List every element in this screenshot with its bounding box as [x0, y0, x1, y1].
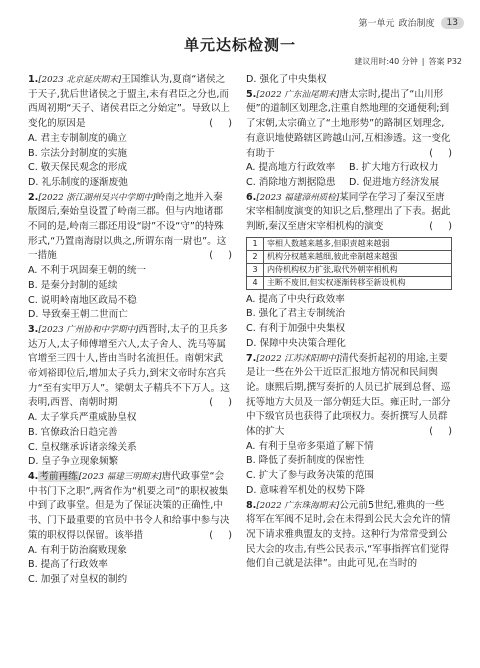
answer-blank[interactable]: ( ): [209, 118, 232, 130]
table-row: [247, 263, 452, 276]
question-source: [2022 广东汕尾期末]: [256, 89, 340, 100]
option-b[interactable]: B. 官僚政治日趋完善: [28, 426, 118, 438]
table-cell-index: 2: [247, 250, 264, 263]
time-hint: 建议用时:40 分钟: [354, 57, 418, 66]
option-a[interactable]: A. 有利于防治腐败现象: [28, 544, 127, 556]
table-cell-text: 宰相人数越来越多,但职责越来越弱: [264, 237, 452, 250]
option-c[interactable]: C. 消除地方割据隐患: [246, 176, 336, 188]
option-row: [246, 161, 452, 176]
option-d[interactable]: D. 强化了中央集权: [246, 74, 327, 85]
option-d[interactable]: D. 保障中央决策合理化: [246, 337, 346, 349]
unit-label: 第一单元: [358, 19, 395, 29]
option-d[interactable]: D. 意味着军机处的权势下降: [246, 484, 366, 496]
option-a[interactable]: A. 太子掌兵严重威胁皇权: [28, 412, 137, 424]
option-c[interactable]: C. 皇权继承诉诸亲缘关系: [28, 441, 137, 453]
question-source: [2022 浙江湖州吴兴中学期中]: [38, 192, 156, 203]
question-7: [246, 352, 452, 499]
option-b[interactable]: B. 宗法分封制度的实施: [28, 147, 128, 159]
answer-blank[interactable]: ( ): [209, 529, 232, 541]
option-a[interactable]: A. 不利于巩固秦王朝的统一: [28, 265, 147, 277]
question-stem: 6.[2023 福建漳州质检]某同学在学习了秦汉至唐宋宰相制度演变的知识之后,整理出了下表。据此判断,秦汉至唐宋宰相机构的演变 ( ): [246, 191, 452, 235]
question-1: [28, 73, 232, 191]
option-d[interactable]: D. 促进地方经济发展: [349, 176, 440, 188]
right-column: [246, 73, 452, 572]
table-row: [247, 237, 452, 250]
question-source: [2023 福建三明期末]: [78, 471, 162, 482]
option-b[interactable]: B. 提高了行政效率: [28, 559, 108, 571]
question-5: [246, 88, 452, 191]
table-cell-index: 4: [247, 276, 264, 289]
left-column: [28, 73, 232, 588]
question-stem: 4.考前再练[2023 福建三明期末]唐代政事堂“会中书门下之职”,两省作为“机要之司”的职权被集中到了政事堂。但是为了保证决策的正确性,中书、门下最重要的官员中书令人和给事中参与决策的职权得以保留。该举措 ( ): [28, 470, 232, 544]
option-b[interactable]: B. 是秦分封制的延续: [28, 279, 118, 291]
answer-blank[interactable]: ( ): [209, 250, 232, 262]
option-a[interactable]: A. 有利于皇帝多渠道了解下情: [246, 440, 374, 452]
table-cell-index: 3: [247, 263, 264, 276]
question-stem: 5.[2022 广东汕尾期末]唐太宗时,提出了“山川形便”的道制区划理念,注重自然地理的交通便利;到了宋朝,太宗确立了“土地形势”的路制区划理念,有意识地使路辖区跨越山河,互相渗透。这一变化有助于 ( ): [246, 88, 452, 162]
table-cell-text: 机构分权越来越细,彼此牵制越来越强: [264, 250, 452, 263]
option-c[interactable]: C. 扩大了参与政务决策的范围: [246, 470, 374, 482]
answer-blank[interactable]: ( ): [429, 147, 452, 159]
answer-blank[interactable]: ( ): [429, 221, 452, 233]
option-a[interactable]: A. 提高地方行政效率: [246, 162, 336, 174]
option-b[interactable]: B. 扩大地方行政权力: [349, 162, 439, 174]
table-cell-index: 1: [247, 237, 264, 250]
option-a[interactable]: A. 君主专制制度的确立: [28, 132, 127, 144]
option-d[interactable]: D. 皇子争立现象频繁: [28, 456, 119, 468]
answer-blank[interactable]: ( ): [429, 426, 452, 438]
table-row: [247, 250, 452, 263]
question-2: [28, 191, 232, 323]
table-cell-text: 主断不废旧,但实权逐渐转移至新设机构: [264, 276, 452, 289]
table-row: [247, 276, 452, 289]
question-source: [2023 广州协和中学期中]: [38, 324, 139, 335]
option-b[interactable]: B. 强化了君主专制统治: [246, 308, 346, 320]
question-stem: 1.[2023 北京延庆期末]王国维认为,夏商“诸侯之于天子,犹后世诸侯之于盟主,未有君臣之分也,而西周初期“天子、诸侯君臣之分始定”。导致以上变化的原因是 ( ): [28, 73, 232, 132]
question-3: [28, 323, 232, 470]
question-stem: 7.[2022 江苏沭阳期中]清代奏折起初的用途,主要是让一些在外公干近臣汇报地方情况和民间舆论。康熙后期,撰写奏折的人员已扩展到总督、巡抚等地方大员及一部分朝廷大臣。雍正时,一部分中下级官员也获得了此项权力。奏折撰写人员群体的扩大 ( ): [246, 352, 452, 440]
question-stem: 2.[2022 浙江湖州吴兴中学期中]岭南之地并入秦版图后,秦始皇设置了岭南三郡。但与内地诸郡不同的是,岭南三郡还用设“尉”不设“守”的特殊形式,“乃置南海尉以典之,所谓东南一尉也”。这一措施 ( ): [28, 191, 232, 265]
question-stem: 3.[2023 广州协和中学期中]西晋时,太子的卫兵多达万人,太子师傅增至六人,太子舍人、洗马等属官增至三四十人,皆由当时名流担任。南朝宋武帝刘裕即位后,增加太子兵力,到宋文帝时东宫兵力“至有实甲万人”。梁朝太子精兵不下万人。这表明,西晋、南朝时期 ( ): [28, 323, 232, 411]
table-cell-text: 内侍机构权力扩张,取代外朝宰相机构: [264, 263, 452, 276]
option-c[interactable]: C. 说明岭南地区政局不稳: [28, 294, 137, 306]
question-source: [2023 北京延庆期末]: [38, 75, 122, 85]
page-number: 13: [441, 17, 464, 29]
option-d[interactable]: D. 礼乐制度的逐渐废弛: [28, 176, 128, 188]
question-6: [246, 191, 452, 352]
answer-blank[interactable]: ( ): [209, 397, 232, 409]
question-4-continued: [246, 73, 452, 88]
question-8: [246, 499, 452, 573]
answer-ref: 答案 P32: [428, 57, 462, 66]
option-d[interactable]: D. 导致秦王朝二世而亡: [28, 309, 128, 321]
option-row: [246, 176, 452, 191]
question-stem: 8.[2022 广东珠海期末]公元前5世纪,雅典的一些将军在军阀不足时,会在未得到公民大会允许的情况下请求雅典盟友的支持。这种行为常常受到公民大会的攻击,有些公民表示,“军事指挥官们觉得他们自己就是法律”。由此可见,在当时的: [246, 499, 451, 570]
question-source: [2023 福建漳州质检]: [256, 192, 340, 203]
option-b[interactable]: B. 降低了奏折制度的保密性: [246, 455, 365, 467]
topic-label: 政治制度: [398, 19, 435, 29]
option-c[interactable]: C. 加强了对皇权的制约: [28, 573, 128, 585]
page-title: 单元达标检测一: [183, 36, 296, 54]
review-tag: 考前再练: [39, 470, 78, 482]
question-source: [2022 广东珠海期末]: [256, 500, 340, 511]
page-header: [359, 16, 464, 29]
question-source: [2022 江苏沭阳期中]: [256, 353, 340, 364]
option-c[interactable]: C. 敬天保民观念的形成: [28, 162, 128, 174]
question-4: [28, 470, 232, 588]
option-c[interactable]: C. 有利于加强中央集权: [246, 323, 346, 335]
option-a[interactable]: A. 提高了中央行政效率: [246, 293, 345, 305]
info-table: [246, 237, 452, 290]
meta-line: 建议用时:40 分钟 | 答案 P32: [354, 57, 462, 66]
